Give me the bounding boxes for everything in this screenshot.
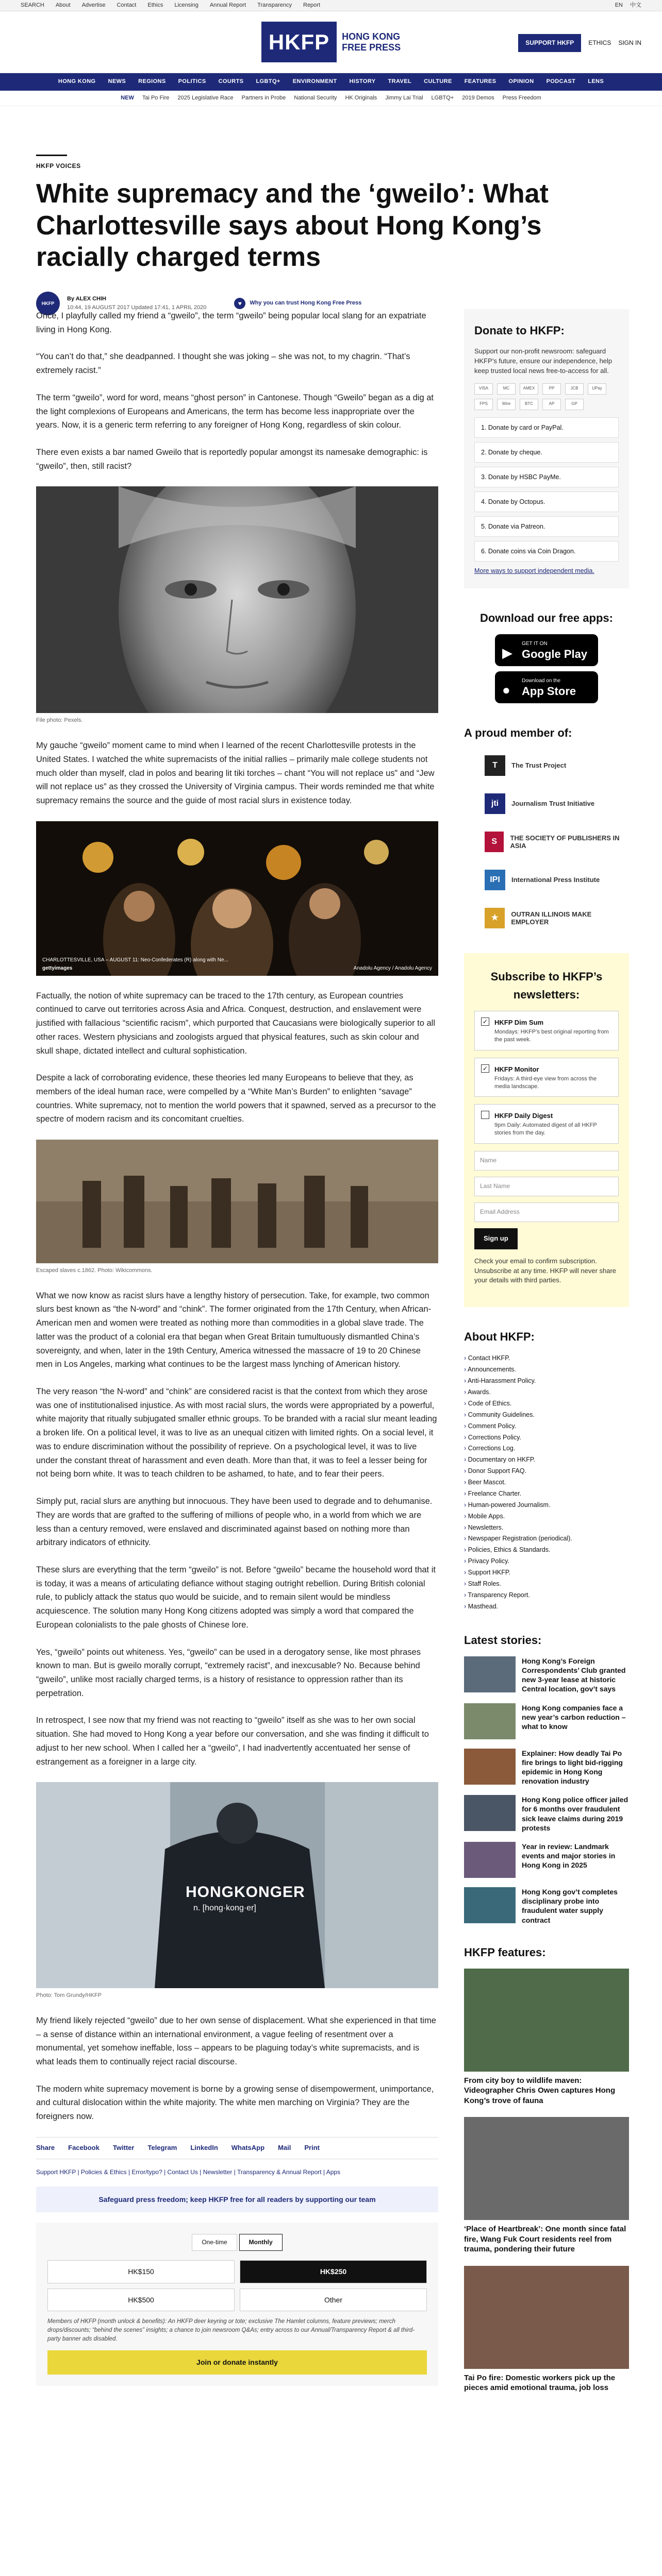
story-item[interactable] xyxy=(464,1703,629,1739)
lang-en[interactable]: EN xyxy=(615,2,623,8)
feature-thumbnail xyxy=(464,1969,629,2072)
kicker-text[interactable]: HKFP VOICES xyxy=(36,162,81,170)
member-section xyxy=(464,724,629,933)
story-title: Year in review: Landmark events and major stories in Hong Kong in 2025 xyxy=(522,1842,616,1870)
figure-torch-rally xyxy=(36,821,438,976)
checkbox-checked[interactable]: ✓ xyxy=(481,1064,489,1073)
topbar-link-annual-report[interactable]: Annual Report xyxy=(209,2,246,8)
sign-in-link[interactable]: SIGN IN xyxy=(618,39,641,46)
checkbox-unchecked[interactable] xyxy=(481,1111,489,1119)
paragraph: Despite a lack of corroborating evidence, these theories led many Europeans to believe that they, as members of the ideal human race, were compelled by a “White Man’s Burden” to enlighten “savage” countries. White supremacy, not to mention the world powers that it spawned, served as a precursor to the spectre of modern racism and its concomitant cruelties. xyxy=(36,1073,436,1124)
mastercard-icon: MC xyxy=(497,383,516,395)
newsletter-desc: Fridays: A third-eye view from across the media landscape. xyxy=(494,1075,597,1090)
donate-option[interactable]: 5. Donate via Patreon. xyxy=(474,516,619,537)
story-item[interactable] xyxy=(464,1656,629,1694)
donate-amounts xyxy=(47,2260,427,2311)
member-name: International Press Institute xyxy=(511,876,600,884)
gplay-big: Google Play xyxy=(522,647,588,660)
topbar-link-about[interactable]: About xyxy=(55,2,71,8)
story-title: Explainer: How deadly Tai Po fire brings to light bid-rigging epidemic in Hong Kong renovation industry xyxy=(522,1749,623,1786)
jti-icon: jti xyxy=(485,793,505,814)
nav-item[interactable]: LGBTQ+ xyxy=(256,78,280,85)
torch-rally-illustration xyxy=(36,821,438,976)
app-store-button[interactable] xyxy=(495,671,598,703)
trending-label: NEW xyxy=(121,94,134,101)
article-body xyxy=(36,309,438,2386)
donate-option[interactable]: 4. Donate by Octopus. xyxy=(474,492,619,512)
figure-caption: File photo: Pexels. xyxy=(36,717,83,724)
employer-icon: ★ xyxy=(485,908,505,928)
visa-icon: VISA xyxy=(474,383,493,395)
unionpay-icon: UPay xyxy=(588,383,606,395)
story-thumbnail xyxy=(464,1749,516,1785)
topbar-link-transparency[interactable]: Transparency xyxy=(257,2,292,8)
language-switch xyxy=(615,1,641,10)
newsletter-info xyxy=(494,1018,612,1043)
feature-item[interactable] xyxy=(464,2117,629,2255)
paragraph: Factually, the notion of white supremacy can be traced to the 17th century, as European countries continued to carve out territories across Asia and Africa. Conquest, destruction, and enslavement were justified with fallacious “scientific racism”, which purported that Caucasians were biologically superior to all other races. Western physicians and zoologists argued that physical features, such as skin colour and skull shape, dictated intellect and cultural sophistication. xyxy=(36,991,436,1056)
nav-item[interactable]: COURTS xyxy=(218,78,244,85)
newsletter-info xyxy=(494,1064,612,1090)
article-footer-links[interactable]: Support HKFP | Policies & Ethics | Error/typo? | Contact Us | Newsletter | Transparency & Annual Report | Apps xyxy=(36,2168,341,2176)
about-list xyxy=(464,1353,629,1612)
topbar-link-contact[interactable]: Contact xyxy=(117,2,137,8)
getty-logo: gettyimages xyxy=(42,965,73,971)
newsletter-option[interactable] xyxy=(474,1011,619,1050)
donate-widget xyxy=(36,2223,438,2385)
more-ways-link[interactable]: More ways to support independent media. xyxy=(474,567,594,574)
paragraph: Once, I playfully called my friend a “gweilo”, the term “gweilo” being popular local slang for an expatriate living in Hong Kong. xyxy=(36,311,426,334)
paragraph: Simply put, racial slurs are anything but innocuous. They have been used to degrade and to dehumanise. They are words that are grafted to the suffering of millions of people who, in a world from which we are less than a century removed, were enslaved and discriminated against based on nothing more than arbitrary indicators of ethnicity. xyxy=(36,1497,433,1548)
article-header xyxy=(36,124,629,315)
nav-item[interactable]: CULTURE xyxy=(424,78,452,85)
appstore-small: Download on the xyxy=(522,677,561,684)
paragraph: Yes, “gweilo” points out whiteness. Yes, “gweilo” can be used in a derogatory sense, like most phrases known to man. But is gweilo morally corrupt, “extremely racist”, and inexcusable? No. Because behind “gweilo”, unlike most racially charged terms, is a history of resistance to oppression rather than its perpetration. xyxy=(36,1647,421,1698)
google-pay-icon: GP xyxy=(565,399,584,410)
story-item[interactable] xyxy=(464,1842,629,1878)
bitcoin-icon: BTC xyxy=(520,399,538,410)
trending-bar xyxy=(0,91,662,106)
paragraph: “You can’t do that,” she deadpanned. I thought she was joking – she was not, to my chagrin. “That’s extremely racist.” xyxy=(36,352,410,376)
nav-item[interactable]: OPINION xyxy=(508,78,534,85)
trending-item[interactable]: 2025 Legislative Race xyxy=(177,94,234,101)
feature-item[interactable] xyxy=(464,2266,629,2393)
apps-title: Download our free apps: xyxy=(480,611,613,624)
paypal-icon: PP xyxy=(542,383,561,395)
share-print[interactable]: Print xyxy=(304,2143,320,2151)
about-link[interactable]: › Beer Mascot. xyxy=(464,1477,629,1488)
tab-one-time[interactable]: One-time xyxy=(192,2234,237,2251)
story-item[interactable] xyxy=(464,1749,629,1786)
fps-icon: FPS xyxy=(474,399,493,410)
about-link[interactable]: › Staff Roles. xyxy=(464,1579,629,1590)
story-title: Hong Kong’s Foreign Correspondents’ Club granted new 3-year lease at historic Central location, gov’t says xyxy=(522,1656,626,1693)
newsletter-name: HKFP Daily Digest xyxy=(494,1112,553,1120)
topbar-link-ethics[interactable]: Ethics xyxy=(147,2,163,8)
apple-icon: ● xyxy=(502,682,510,698)
feature-title: From city boy to wildlife maven: Videographer Chris Owen captures Hong Kong’s trove of fauna xyxy=(464,2076,616,2105)
apple-pay-icon: AP xyxy=(542,399,561,410)
signup-button[interactable]: Sign up xyxy=(474,1228,518,1249)
paragraph: In retrospect, I see now that my friend was not reacting to “gweilo” itself as she was to her own social situation. She had moved to Hong Kong a year before our conversation, and she was finding it difficult to adjust to her new school. When I called her a “gweilo”, I had inadvertently accentuated her sense of estrangement as a foreigner in a large city. xyxy=(36,1716,429,1767)
figure-face-photo xyxy=(36,486,438,725)
main-nav xyxy=(0,73,662,91)
member-sopa[interactable] xyxy=(485,827,629,856)
site-logo[interactable] xyxy=(261,22,401,62)
member-trust-project[interactable] xyxy=(485,751,629,780)
about-link[interactable]: › Donor Support FAQ. xyxy=(464,1466,629,1477)
nav-item[interactable]: POLITICS xyxy=(178,78,206,85)
story-thumbnail xyxy=(464,1656,516,1692)
about-link[interactable]: › Newsletters. xyxy=(464,1522,629,1534)
figure-slaves-photo xyxy=(36,1140,438,1276)
newsletter-option[interactable] xyxy=(474,1058,619,1097)
about-link[interactable]: › Code of Ethics. xyxy=(464,1398,629,1410)
trending-item[interactable]: 2019 Demos xyxy=(462,94,494,101)
about-link[interactable]: › Comment Policy. xyxy=(464,1421,629,1432)
photo-overlay-caption: CHARLOTTESVILLE, USA – AUGUST 11: Neo-Confederates (R) along with Ne... xyxy=(42,957,228,963)
newsletter-box xyxy=(464,953,629,1307)
share-twitter[interactable]: Twitter xyxy=(112,2143,135,2151)
about-link[interactable]: › Mobile Apps. xyxy=(464,1511,629,1522)
torch-rally-photo xyxy=(36,821,438,976)
topbar-link-advertise[interactable]: Advertise xyxy=(81,2,106,8)
trust-project-icon: T xyxy=(485,755,505,776)
about-link[interactable]: › Newspaper Registration (periodical). xyxy=(464,1533,629,1545)
member-name: Journalism Trust Initiative xyxy=(511,800,595,808)
google-play-icon: ▶ xyxy=(502,645,512,660)
story-thumbnail xyxy=(464,1842,516,1878)
newsletter-info xyxy=(494,1111,612,1137)
member-name: The Trust Project xyxy=(511,761,567,770)
story-thumbnail xyxy=(464,1887,516,1923)
author-name[interactable]: By ALEX CHIH xyxy=(67,295,106,302)
about-section xyxy=(464,1328,629,1612)
hongkonger-photo xyxy=(36,1782,438,1988)
about-link[interactable]: › Masthead. xyxy=(464,1601,629,1613)
topbar-link-licensing[interactable]: Licensing xyxy=(174,2,198,8)
nav-item[interactable]: TRAVEL xyxy=(388,78,412,85)
about-link[interactable]: › Human-powered Journalism. xyxy=(464,1500,629,1511)
newsletter-option[interactable] xyxy=(474,1104,619,1143)
checkbox-checked[interactable]: ✓ xyxy=(481,1018,489,1026)
feature-thumbnail xyxy=(464,2117,629,2220)
trust-promo-text: Why you can trust Hong Kong Free Press xyxy=(250,300,362,307)
nav-item[interactable]: HISTORY xyxy=(349,78,376,85)
about-link[interactable]: › Support HKFP. xyxy=(464,1567,629,1579)
search-link[interactable]: SEARCH xyxy=(21,2,44,8)
lang-zh[interactable]: 中文 xyxy=(630,2,641,8)
about-link[interactable]: › Announcements. xyxy=(464,1364,629,1376)
donate-text: Support our non-profit newsroom: safeguard HKFP’s future, ensure our independence, help keep trusted local news free-to-access for all. xyxy=(474,347,613,375)
safeguard-banner[interactable]: Safeguard press freedom; keep HKFP free for all readers by supporting our team xyxy=(36,2187,438,2212)
newsletter-name: HKFP Dim Sum xyxy=(494,1019,544,1027)
figure-caption: Escaped slaves c.1862. Photo: Wikicommons. xyxy=(36,1267,153,1274)
ethics-link[interactable]: ETHICS xyxy=(588,39,611,46)
member-jti[interactable] xyxy=(485,789,629,818)
sopa-icon: S xyxy=(485,832,504,852)
google-play-button[interactable] xyxy=(495,634,598,666)
paragraph: There even exists a bar named Gweilo that is reportedly popular amongst its namesake demographic: is “gweilo”, then, still racist? xyxy=(36,448,428,471)
about-link[interactable]: › Contact HKFP. xyxy=(464,1353,629,1364)
nav-item[interactable]: PODCAST xyxy=(546,78,576,85)
article-kicker xyxy=(36,155,629,171)
support-hkfp-button[interactable]: SUPPORT HKFP xyxy=(518,34,581,52)
donate-option[interactable]: 3. Donate by HSBC PayMe. xyxy=(474,467,619,487)
about-link[interactable]: › Community Guidelines. xyxy=(464,1410,629,1421)
paragraph: The very reason “the N-word” and “chink” are considered racist is that the context from which they arose was one of institutionalised injustice. As with most racial slurs, the words were appropriated by a powerful, white majority that ritually subjugated smaller ethnic groups. To be branded with a racial slur meant leading a broken life. On a political level, it was to live as an unequal citizen with limited rights. On a social level, it was to endure discrimination without the possibility of reprieve. On a psychological level, it was to live under the constant threat of harassment and even death. More than that, it was to feel a lesser being for not being born white. It was to teach children to be ashamed, to hate, and to fear their peers. xyxy=(36,1387,437,1479)
trending-item[interactable]: National Security xyxy=(294,94,337,101)
amount-option-other[interactable]: Other xyxy=(240,2289,427,2311)
kicker-rule xyxy=(36,155,67,156)
member-name: THE SOCIETY OF PUBLISHERS IN ASIA xyxy=(510,834,620,850)
donate-option[interactable]: 6. Donate coins via Coin Dragon. xyxy=(474,541,619,562)
last-name-input[interactable]: Last Name xyxy=(474,1177,619,1196)
donate-option[interactable]: 1. Donate by card or PayPal. xyxy=(474,417,619,438)
feature-item[interactable] xyxy=(464,1969,629,2106)
share-telegram[interactable]: Telegram xyxy=(147,2143,177,2151)
member-name: OUTRAN ILLINOIS MAKE EMPLOYER xyxy=(511,910,592,926)
join-donate-button[interactable]: Join or donate instantly xyxy=(47,2350,427,2374)
shirt-text: HONGKONGER xyxy=(186,1884,305,1901)
signup-note: Check your email to confirm subscription. Unsubscribe at any time. HKFP will never share your details with third parties. xyxy=(474,1257,617,1284)
appstore-big: App Store xyxy=(522,684,576,698)
share-facebook[interactable]: Facebook xyxy=(68,2143,100,2151)
masthead xyxy=(0,11,662,73)
donate-frequency-tabs xyxy=(47,2234,427,2251)
trending-item[interactable]: Tai Po Fire xyxy=(142,94,170,101)
trending-item[interactable]: Press Freedom xyxy=(502,94,541,101)
about-link[interactable]: › Anti-Harassment Policy. xyxy=(464,1376,629,1387)
about-link[interactable]: › Documentary on HKFP. xyxy=(464,1454,629,1466)
story-title: Hong Kong police officer jailed for 6 months over fraudulent sick leave claims during 2019 protests xyxy=(522,1795,628,1832)
trending-item[interactable]: LGBTQ+ xyxy=(431,94,454,101)
about-link[interactable]: › Privacy Policy. xyxy=(464,1556,629,1567)
face-photo-illustration xyxy=(36,486,438,713)
about-link[interactable]: › Corrections Log. xyxy=(464,1443,629,1454)
newsletter-title: Subscribe to HKFP’s newsletters: xyxy=(490,970,603,1002)
logo-line-2: FREE PRESS xyxy=(342,42,401,53)
trending-item[interactable]: HK Originals xyxy=(345,94,377,101)
face-photo xyxy=(36,486,438,713)
newsletter-name: HKFP Monitor xyxy=(494,1065,539,1073)
share-linkedin[interactable]: LinkedIn xyxy=(190,2143,218,2151)
nav-item[interactable]: NEWS xyxy=(108,78,126,85)
jcb-icon: JCB xyxy=(565,383,584,395)
features-section xyxy=(464,1943,629,2393)
trending-item[interactable]: Jimmy Lai Trial xyxy=(385,94,423,101)
latest-stories xyxy=(464,1631,629,1925)
member-employer[interactable] xyxy=(485,904,629,933)
trust-promo[interactable] xyxy=(234,298,361,309)
feature-title: ‘Place of Heartbreak’: One month since fatal fire, Wang Fuk Court residents reel from trauma, pondering their future xyxy=(464,2225,626,2254)
slaves-photo xyxy=(36,1140,438,1263)
logo-mark: HKFP xyxy=(261,22,337,62)
masthead-actions xyxy=(518,34,641,52)
nav-item[interactable]: REGIONS xyxy=(138,78,166,85)
story-item[interactable] xyxy=(464,1795,629,1833)
nav-item[interactable]: FEATURES xyxy=(464,78,496,85)
figure-caption: Photo: Tom Grundy/HKFP xyxy=(36,1992,102,1999)
amex-icon: AMEX xyxy=(520,383,538,395)
amount-option[interactable]: HK$150 xyxy=(47,2260,235,2283)
top-utility-bar xyxy=(0,0,662,11)
story-title: Hong Kong gov’t completes disciplinary probe into fraudulent water supply contract xyxy=(522,1888,618,1924)
logo-line-1: HONG KONG xyxy=(342,31,401,42)
apps-section xyxy=(464,609,629,703)
share-whatsapp[interactable]: WhatsApp xyxy=(231,2143,265,2151)
amount-option-selected[interactable]: HK$250 xyxy=(240,2260,427,2283)
paragraph: These slurs are everything that the term “gweilo” is not. Before “gweilo” became the household word that it is today, it was a means of articulating defiance without staging outright rebellion. During British colonial rule, to publicly attack the status quo would be suicide, and to remain silent would be mindless acquiescence. The solution many Hong Kong citizens adopted was simply a word that compared the European colonialists to the pale ghosts of Chinese lore. xyxy=(36,1565,436,1630)
story-thumbnail xyxy=(464,1795,516,1831)
share-label: Share xyxy=(36,2143,55,2151)
nav-item[interactable]: LENS xyxy=(588,78,604,85)
member-ipi[interactable] xyxy=(485,866,629,894)
email-input[interactable]: Email Address xyxy=(474,1202,619,1222)
topbar-link-report[interactable]: Report xyxy=(303,2,321,8)
shirt-subtext: n. [hong·kong·er] xyxy=(193,1904,256,1913)
about-link[interactable]: › Freelance Charter. xyxy=(464,1488,629,1500)
wire-icon: Wire xyxy=(497,399,516,410)
newsletter-desc: Mondays: HKFP’s best original reporting from the past week. xyxy=(494,1029,609,1043)
heart-icon: ♥ xyxy=(234,298,245,309)
member-title: A proud member of: xyxy=(464,726,572,739)
about-title: About HKFP: xyxy=(464,1330,535,1344)
about-link[interactable]: › Corrections Policy. xyxy=(464,1432,629,1444)
features-title: HKFP features: xyxy=(464,1945,546,1959)
feature-title: Tai Po fire: Domestic workers pick up the pieces amid emotional trauma, job loss xyxy=(464,2373,616,2393)
payment-icons xyxy=(474,383,619,410)
share-mail[interactable]: Mail xyxy=(278,2143,291,2151)
feature-thumbnail xyxy=(464,2266,629,2369)
paragraph: The term “gweilo”, word for word, means “ghost person” in Cantonese. Though “Gweilo” began as a dig at the light complexions of Europeans and Americans, the term has become less inappropriate over the years. Now, it is a generic term referring to any foreigner of Hong Kong, regardless of skin colour. xyxy=(36,393,434,430)
story-title: Hong Kong companies face a new year’s carbon reduction – what to know xyxy=(522,1703,626,1731)
about-link[interactable]: › Transparency Report. xyxy=(464,1590,629,1601)
paragraph: My gauche “gweilo” moment came to mind when I learned of the recent Charlottesville protests in the United States. I watched the white supremacists of the initial rallies – primarily male college students not much older than myself, clad in polos and bearing lit tiki torches – chant “You will not replace us” and “Jew will not replace us” as they crossed the University of Virginia campus. Their words reminded me that white supremacy remains the source and the guide of most racial slurs in existence today. xyxy=(36,741,435,805)
amount-option[interactable]: HK$500 xyxy=(47,2289,235,2311)
tab-monthly[interactable]: Monthly xyxy=(239,2234,283,2251)
latest-title: Latest stories: xyxy=(464,1633,542,1647)
ipi-icon: IPI xyxy=(485,870,505,890)
paragraph: The modern white supremacy movement is borne by a growing sense of disempowerment, unimportance, and cultural dislocation within the white majority. The white men marching on Virginia? They are the foreigners now. xyxy=(36,2084,434,2122)
gplay-small: GET IT ON xyxy=(522,640,548,647)
donate-title: Donate to HKFP: xyxy=(474,324,565,337)
about-link[interactable]: › Policies, Ethics & Standards. xyxy=(464,1545,629,1556)
article-dates: 10:44, 19 AUGUST 2017 Updated 17:41, 1 APRIL 2020 xyxy=(67,304,207,311)
donate-box xyxy=(464,309,629,588)
story-thumbnail xyxy=(464,1703,516,1739)
paragraph: What we now know as racist slurs have a lengthy history of persecution. Take, for example, two common slurs best known as “the N-word” and “chink”. The former originated from the 17th Century, when African-American men and women were treated as nothing more than commodities in a global slave trade. The latter was the product of a colonial era that began when Great Britain tumultuously dismantled China’s sovereignty, and when, later in the 19th Century, America witnessed the massacre of 19 to 20 Chinese men in Los Angeles, marking what continues to be the largest mass lynching of American history. xyxy=(36,1291,432,1369)
about-link[interactable]: › Awards. xyxy=(464,1387,629,1398)
slaves-photo-illustration xyxy=(36,1140,438,1263)
newsletter-desc: 9pm Daily: Automated digest of all HKFP stories from the day. xyxy=(494,1122,597,1137)
first-name-input[interactable]: Name xyxy=(474,1151,619,1171)
nav-item[interactable]: HONG KONG xyxy=(58,78,96,85)
donate-option[interactable]: 2. Donate by cheque. xyxy=(474,442,619,463)
author-avatar: HKFP xyxy=(36,292,60,315)
logo-text xyxy=(342,31,401,53)
share-bar xyxy=(36,2137,438,2159)
membership-perks: Members of HKFP (month unlock & benefits): An HKFP deer keyring or tote; exclusive The Hamlet columns, feature previews; merch drops/discounts; “behind the scenes” insights; a chance to join newsroom Q&As; entry across to our Annual/Transparency Report & all third-party banner ads disabled. xyxy=(47,2318,415,2342)
nav-item[interactable]: ENVIRONMENT xyxy=(292,78,337,85)
story-item[interactable] xyxy=(464,1887,629,1925)
trending-item[interactable]: Partners in Probe xyxy=(241,94,286,101)
photo-source: Anadolu Agency / Anadolu Agency xyxy=(353,965,432,971)
figure-hongkonger-shirt xyxy=(36,1782,438,2001)
sidebar xyxy=(464,309,629,2404)
article-headline: White supremacy and the ‘gweilo’: What Charlottesville says about Hong Kong’s racially charged terms xyxy=(36,179,549,272)
paragraph: My friend likely rejected “gweilo” due to her own sense of displacement. What she experienced in that time – a sense of distance within an international environment, a vague feeling of resentment over a monumental, yet somehow ineffable, loss – appears to be plaguing today’s white supremacists, and is what leads them to continually reject racial discourse. xyxy=(36,2015,436,2067)
